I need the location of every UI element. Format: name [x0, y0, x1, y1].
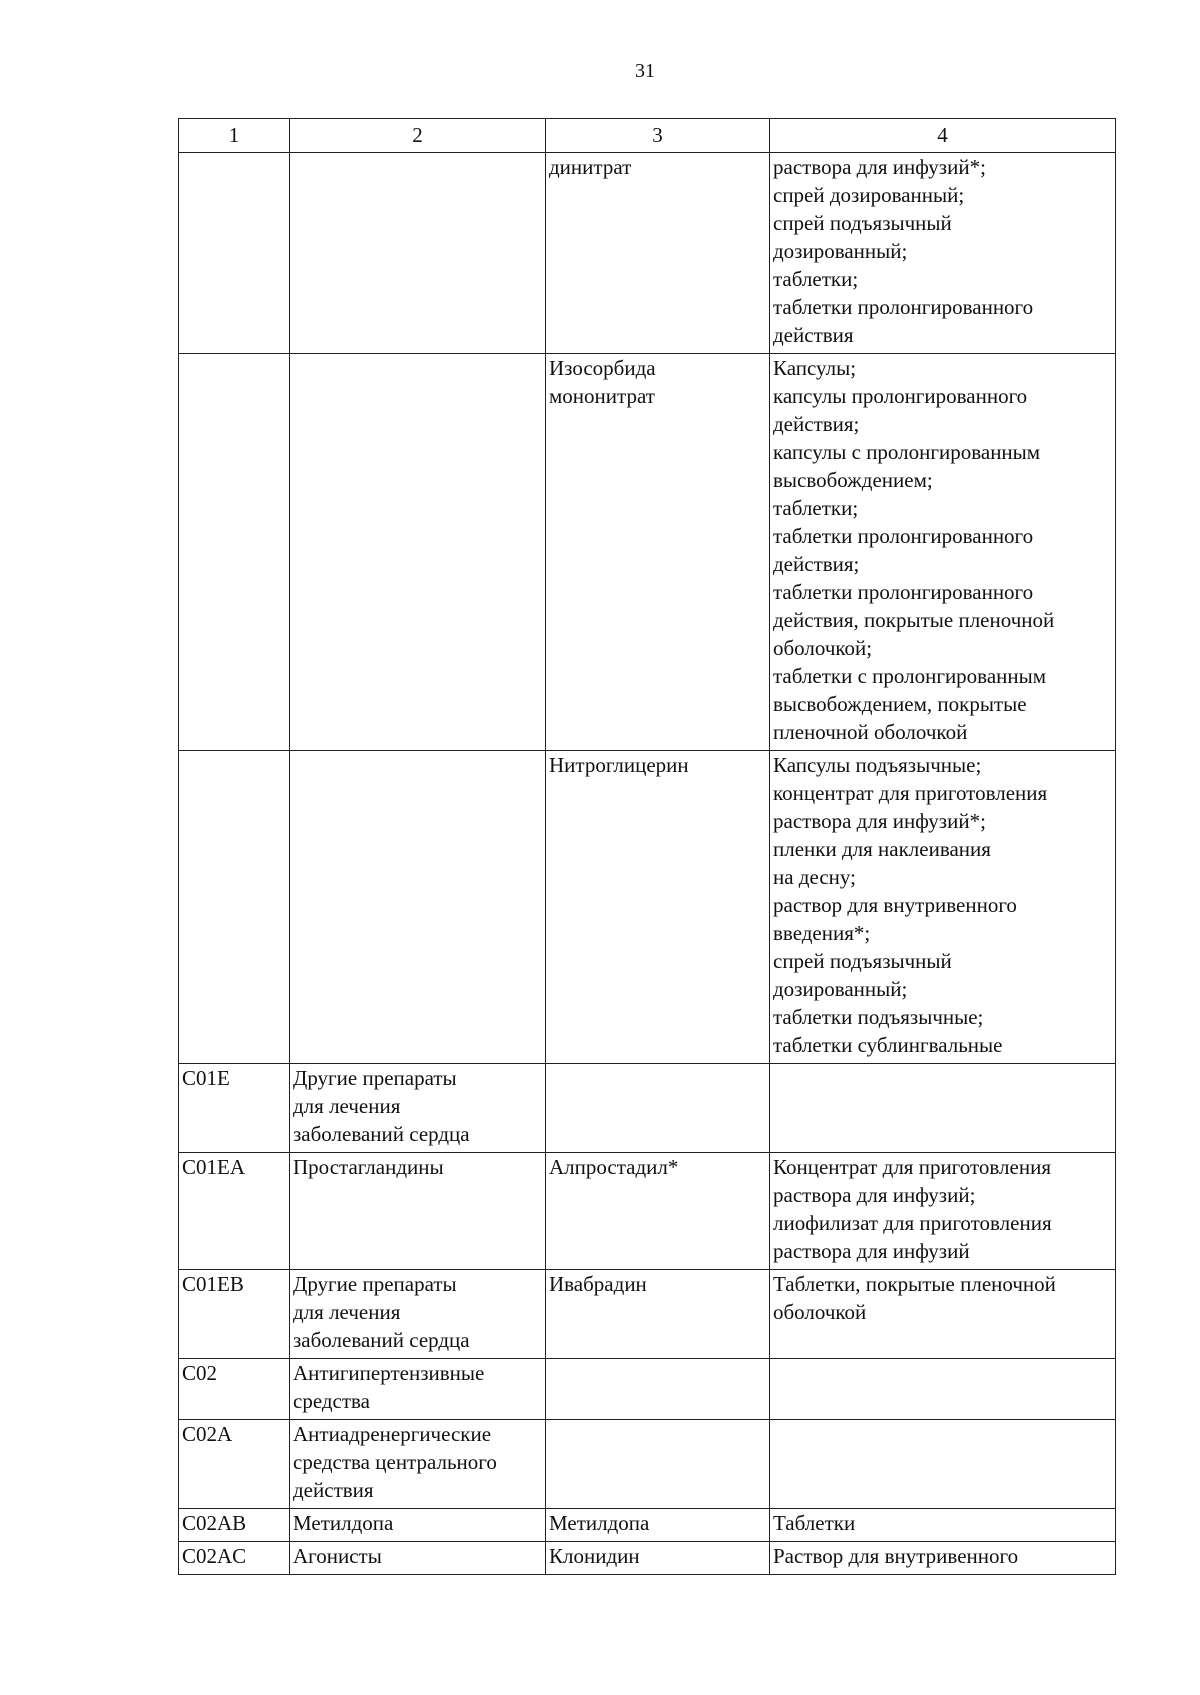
dosage-form-line: Капсулы;	[773, 356, 857, 380]
drug-line: Изосорбида	[549, 356, 656, 380]
group-cell	[290, 1359, 546, 1420]
dosage-form-line: действия	[773, 323, 854, 347]
drug-cell	[546, 354, 770, 751]
drug-line: мононитрат	[549, 384, 655, 408]
dosage-form-line: раствора для инфузий	[773, 1239, 970, 1263]
atc-code-cell: C02	[179, 1359, 290, 1420]
dosage-form-line: таблетки пролонгированного	[773, 295, 1034, 319]
dosage-form-line: дозированный;	[773, 239, 908, 263]
drug-line: динитрат	[549, 155, 632, 179]
drug-line: Метилдопа	[549, 1511, 650, 1535]
page-number: 31	[635, 60, 655, 82]
drug-line: Нитроглицерин	[549, 753, 689, 777]
drug-cell	[546, 1542, 770, 1575]
dosage-form-line: действия, покрытые пленочной	[773, 608, 1055, 632]
dosage-form-line: таблетки сублингвальные	[773, 1033, 1003, 1057]
drug-cell	[546, 1509, 770, 1542]
table-row	[179, 751, 1116, 1064]
dosage-form-line: действия;	[773, 552, 860, 576]
dosage-forms-cell	[770, 1359, 1116, 1420]
column-header-3: 3	[546, 119, 770, 153]
group-cell	[290, 1270, 546, 1359]
table-row	[179, 1420, 1116, 1509]
dosage-form-line: таблетки с пролонгированным	[773, 664, 1047, 688]
dosage-form-line: таблетки пролонгированного	[773, 580, 1034, 604]
table-row	[179, 1064, 1116, 1153]
group-cell	[290, 1153, 546, 1270]
dosage-forms-cell	[770, 751, 1116, 1064]
dosage-form-line: пленки для наклеивания	[773, 837, 991, 861]
group-line: средства	[293, 1389, 371, 1413]
dosage-form-line: пленочной оболочкой	[773, 720, 968, 744]
group-line: Агонисты	[293, 1544, 382, 1568]
atc-code-cell: C01EB	[179, 1270, 290, 1359]
dosage-form-line: таблетки;	[773, 267, 859, 291]
group-cell	[290, 153, 546, 354]
dosage-form-line: лиофилизат для приготовления	[773, 1211, 1052, 1235]
group-line: для лечения	[293, 1094, 401, 1118]
dosage-form-line: спрей дозированный;	[773, 183, 965, 207]
group-line: Простагландины	[293, 1155, 444, 1179]
drug-line: Клонидин	[549, 1544, 640, 1568]
dosage-forms-cell	[770, 1270, 1116, 1359]
dosage-forms-cell	[770, 1509, 1116, 1542]
dosage-form-line: капсулы с пролонгированным	[773, 440, 1041, 464]
table-row	[179, 1542, 1116, 1575]
atc-code-cell: C01EA	[179, 1153, 290, 1270]
dosage-form-line: раствора для инфузий*;	[773, 809, 986, 833]
dosage-form-line: таблетки подъязычные;	[773, 1005, 984, 1029]
dosage-form-line: Раствор для внутривенного	[773, 1544, 1019, 1568]
group-line: Антигипертензивные	[293, 1361, 485, 1385]
dosage-form-line: спрей подъязычный	[773, 949, 952, 973]
dosage-form-line: высвобождением;	[773, 468, 933, 492]
dosage-form-line: таблетки;	[773, 496, 859, 520]
atc-code-cell: C02A	[179, 1420, 290, 1509]
table-row	[179, 153, 1116, 354]
dosage-form-line: Таблетки, покрытые пленочной	[773, 1272, 1056, 1296]
dosage-form-line: на десну;	[773, 865, 856, 889]
group-line: заболеваний сердца	[293, 1122, 470, 1146]
column-header-2: 2	[290, 119, 546, 153]
table-row	[179, 1509, 1116, 1542]
dosage-form-line: оболочкой	[773, 1300, 867, 1324]
dosage-form-line: Таблетки	[773, 1511, 856, 1535]
drug-cell	[546, 751, 770, 1064]
dosage-forms-cell	[770, 153, 1116, 354]
group-line: Другие препараты	[293, 1066, 457, 1090]
dosage-forms-cell	[770, 1064, 1116, 1153]
table-row	[179, 1359, 1116, 1420]
group-cell	[290, 1420, 546, 1509]
column-header-1: 1	[179, 119, 290, 153]
drug-cell	[546, 153, 770, 354]
dosage-form-line: концентрат для приготовления	[773, 781, 1048, 805]
table-row	[179, 1270, 1116, 1359]
group-line: средства центрального	[293, 1450, 497, 1474]
drug-table	[178, 118, 1116, 1575]
group-cell	[290, 354, 546, 751]
group-cell	[290, 1509, 546, 1542]
drug-cell	[546, 1420, 770, 1509]
dosage-form-line: оболочкой;	[773, 636, 873, 660]
group-cell	[290, 751, 546, 1064]
group-line: действия	[293, 1478, 374, 1502]
group-line: заболеваний сердца	[293, 1328, 470, 1352]
dosage-form-line: раствора для инфузий;	[773, 1183, 976, 1207]
dosage-form-line: раствора для инфузий*;	[773, 155, 986, 179]
group-line: Метилдопа	[293, 1511, 394, 1535]
atc-code-cell	[179, 751, 290, 1064]
atc-code-cell: C02AB	[179, 1509, 290, 1542]
drug-line: Алпростадил*	[549, 1155, 679, 1179]
table-row	[179, 354, 1116, 751]
atc-code-cell: C01E	[179, 1064, 290, 1153]
group-line: Другие препараты	[293, 1272, 457, 1296]
group-cell	[290, 1542, 546, 1575]
dosage-form-line: спрей подъязычный	[773, 211, 952, 235]
dosage-form-line: капсулы пролонгированного	[773, 384, 1028, 408]
atc-code-cell: C02AC	[179, 1542, 290, 1575]
table-row	[179, 1153, 1116, 1270]
dosage-form-line: введения*;	[773, 921, 871, 945]
dosage-form-line: Концентрат для приготовления	[773, 1155, 1051, 1179]
dosage-form-line: высвобождением, покрытые	[773, 692, 1027, 716]
drug-cell	[546, 1359, 770, 1420]
header-row	[179, 119, 1116, 153]
dosage-forms-cell	[770, 1420, 1116, 1509]
dosage-form-line: Капсулы подъязычные;	[773, 753, 982, 777]
drug-cell	[546, 1270, 770, 1359]
dosage-form-line: действия;	[773, 412, 860, 436]
dosage-form-line: раствор для внутривенного	[773, 893, 1017, 917]
group-line: Антиадренергические	[293, 1422, 492, 1446]
group-line: для лечения	[293, 1300, 401, 1324]
drug-line: Ивабрадин	[549, 1272, 647, 1296]
drug-cell	[546, 1064, 770, 1153]
dosage-forms-cell	[770, 354, 1116, 751]
dosage-forms-cell	[770, 1542, 1116, 1575]
dosage-form-line: таблетки пролонгированного	[773, 524, 1034, 548]
dosage-form-line: дозированный;	[773, 977, 908, 1001]
group-cell	[290, 1064, 546, 1153]
dosage-forms-cell	[770, 1153, 1116, 1270]
column-header-4: 4	[770, 119, 1116, 153]
atc-code-cell	[179, 153, 290, 354]
drug-cell	[546, 1153, 770, 1270]
atc-code-cell	[179, 354, 290, 751]
